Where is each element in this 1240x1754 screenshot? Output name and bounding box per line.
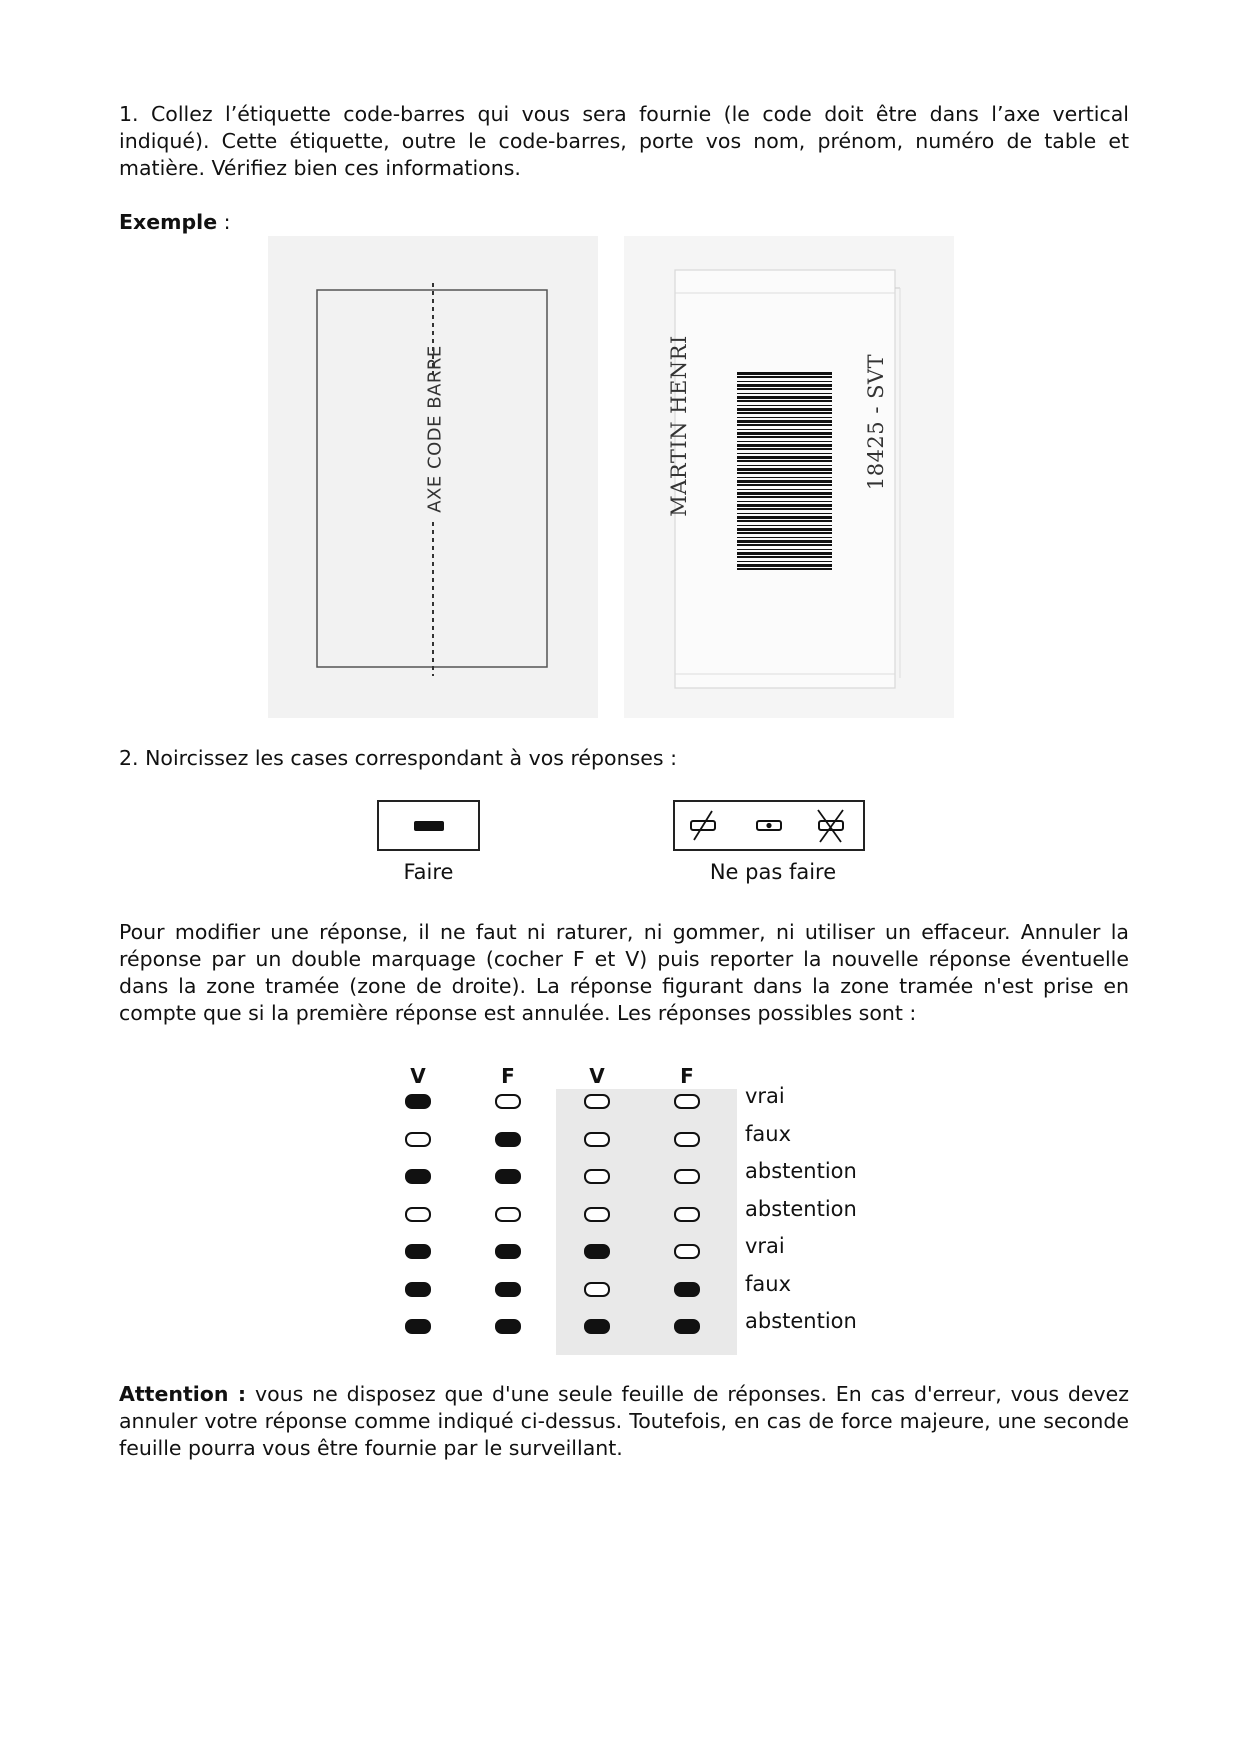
row-label: faux: [745, 1121, 791, 1146]
filled-oval-icon: [405, 1169, 431, 1184]
label-name: MARTIN HENRI: [667, 335, 691, 517]
column-header-3: V: [589, 1064, 605, 1088]
filled-oval-icon: [584, 1319, 610, 1334]
row-label: vrai: [745, 1084, 785, 1108]
empty-oval-icon: [674, 1169, 700, 1184]
empty-oval-icon: [584, 1132, 610, 1147]
empty-oval-icon: [405, 1207, 431, 1222]
filled-oval-icon: [495, 1244, 521, 1259]
empty-oval-icon: [674, 1094, 700, 1109]
dont-caption: Ne pas faire: [709, 860, 837, 884]
filled-oval-icon: [405, 1094, 431, 1109]
row-label: abstention: [745, 1159, 857, 1183]
filled-oval-icon: [495, 1282, 521, 1297]
empty-oval-icon: [495, 1094, 521, 1109]
empty-oval-icon: [584, 1282, 610, 1297]
empty-oval-icon: [584, 1169, 610, 1184]
row-label: abstention: [745, 1196, 857, 1221]
filled-oval-icon: [405, 1319, 431, 1334]
filled-oval-icon: [495, 1132, 521, 1147]
correct-marking-example: [377, 800, 480, 851]
empty-oval-icon: [584, 1094, 610, 1109]
example-label: Exemple: [119, 210, 218, 234]
empty-oval-icon: [405, 1132, 431, 1147]
filled-oval-icon: [405, 1282, 431, 1297]
barcode: [737, 372, 832, 570]
filled-oval-icon: [495, 1319, 521, 1334]
barcode-label-example: [624, 236, 954, 718]
attention-note: [119, 1381, 1129, 1462]
do-caption: Faire: [403, 860, 454, 884]
column-header-4: F: [680, 1064, 694, 1088]
filled-oval-icon: [584, 1244, 610, 1259]
column-header-1: V: [410, 1064, 426, 1088]
empty-oval-icon: [674, 1244, 700, 1259]
empty-oval-icon: [674, 1132, 700, 1147]
attention-label: Attention :: [119, 1382, 247, 1406]
row-label: vrai: [745, 1234, 785, 1258]
column-header-2: F: [501, 1064, 515, 1088]
empty-oval-icon: [584, 1207, 610, 1222]
modify-instructions: Pour modifier une réponse, il ne faut ni raturer, ni gommer, ni utiliser un effaceur. Annuler la réponse par un double marquage (cocher F et V) puis reporter la nouvelle réponse éventuelle dans la zone tramée (zone de droite). La réponse figurant dans la zone tramée n'est prise en compte que si la première réponse est annulée. Les réponses possibles sont :: [119, 920, 1129, 1025]
filled-oval-icon: [674, 1319, 700, 1334]
empty-oval-icon: [674, 1207, 700, 1222]
barcode-axis-diagram: [268, 236, 598, 718]
shaded-zone: [556, 1089, 737, 1355]
example-suffix: :: [217, 210, 231, 234]
incorrect-marks-icons: [675, 802, 863, 849]
empty-oval-icon: [495, 1207, 521, 1222]
incorrect-marking-example: [673, 800, 865, 851]
example-heading: [119, 209, 1129, 236]
filled-oval-icon: [674, 1282, 700, 1297]
filled-box-icon: [414, 821, 444, 831]
label-code: 18425 - SVT: [864, 353, 888, 491]
row-label: faux: [745, 1271, 791, 1296]
instruction-step-2: 2. Noircissez les cases correspondant à vos réponses :: [119, 746, 677, 770]
row-label: abstention: [745, 1309, 857, 1333]
filled-oval-icon: [495, 1169, 521, 1184]
instruction-step-1: 1. Collez l’étiquette code-barres qui vous sera fournie (le code doit être dans l’axe vertical indiqué). Cette étiquette, outre le code-barres, porte vos nom, prénom, numéro de table et matière. Vérifiez bien ces informations.: [119, 102, 1129, 180]
attention-text: vous ne disposez que d'une seule feuille de réponses. En cas d'erreur, vous devez annuler votre réponse comme indiqué ci-dessus. Toutefois, en cas de force majeure, une seconde feuille pourra vous être fournie par le surveillant.: [119, 1382, 1129, 1460]
axis-label: AXE CODE BARRE: [424, 345, 446, 513]
filled-oval-icon: [405, 1244, 431, 1259]
